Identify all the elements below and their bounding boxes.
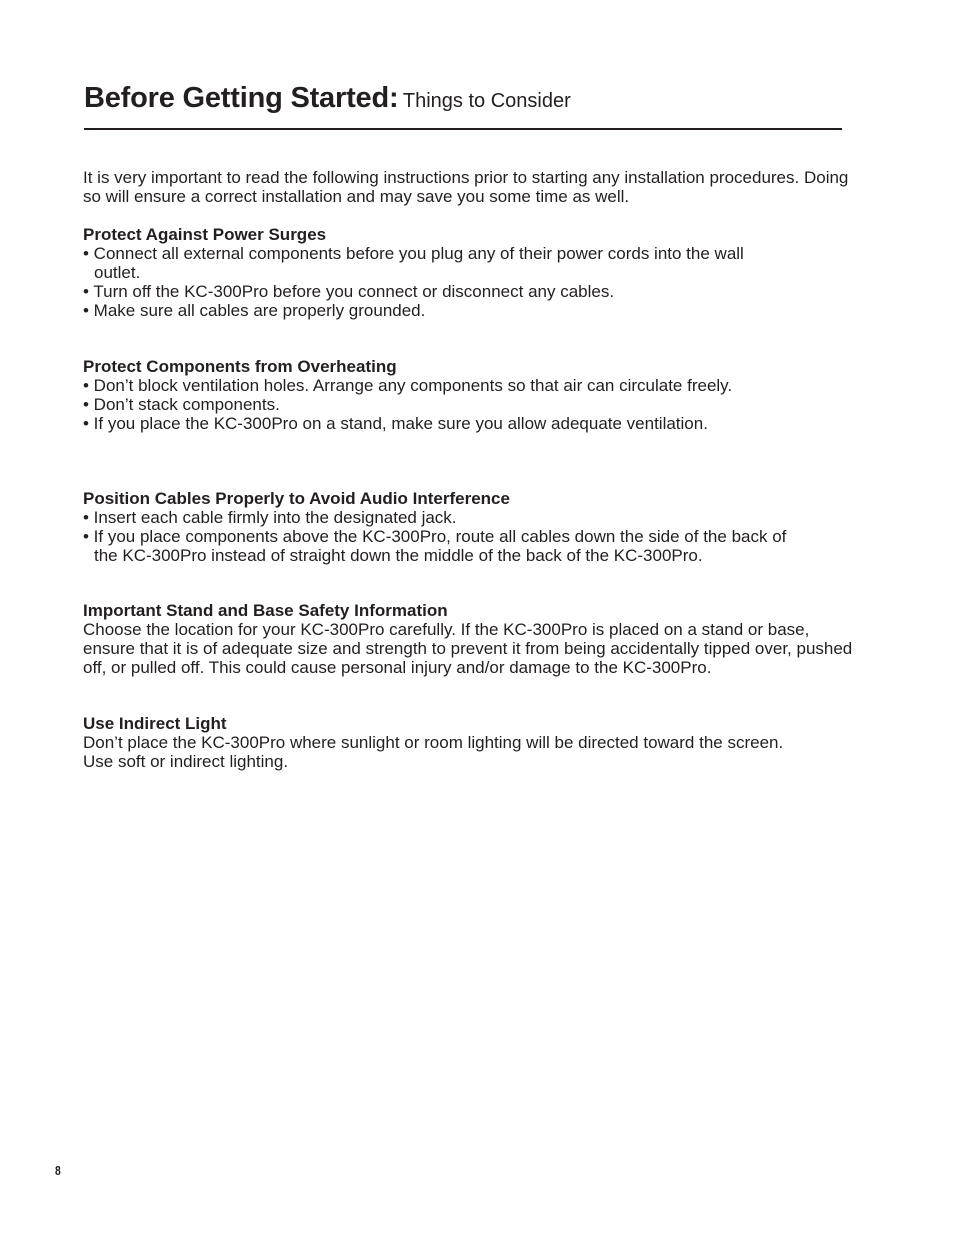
- bullet-item: • Don’t stack components.: [83, 395, 280, 414]
- section-indirect-light: [83, 714, 853, 771]
- page-number: 8: [55, 1163, 61, 1178]
- section-heading: Use Indirect Light: [83, 714, 227, 733]
- bullet-item: • Turn off the KC-300Pro before you connect or disconnect any cables.: [83, 282, 615, 301]
- bullet-item: • Connect all external components before you plug any of their power cords into the wall outlet.: [83, 244, 744, 282]
- section-power-surges: [83, 225, 853, 320]
- section-paragraph: Don’t place the KC-300Pro where sunlight or room lighting will be directed toward the screen. Use soft or indirect lighting.: [83, 733, 784, 771]
- bullet-item: • Insert each cable firmly into the designated jack.: [83, 508, 457, 527]
- section-stand-safety: [83, 601, 853, 677]
- page-title: Before Getting Started:: [84, 82, 399, 114]
- intro-paragraph: It is very important to read the following instructions prior to starting any installation procedures. Doing so will ensure a correct installation and may save you some time as well.: [83, 168, 849, 206]
- page-content: [83, 168, 853, 771]
- bullet-item: • Make sure all cables are properly grounded.: [83, 301, 426, 320]
- page-subtitle: Things to Consider: [402, 90, 571, 112]
- bullet-item: • Don’t block ventilation holes. Arrange any components so that air can circulate freely.: [83, 376, 733, 395]
- bullet-item: • If you place components above the KC-300Pro, route all cables down the side of the back of the KC-300Pro instead of straight down the middle of the back of the KC-300Pro.: [83, 527, 787, 565]
- section-heading: Position Cables Properly to Avoid Audio Interference: [83, 489, 510, 508]
- bullet-item: • If you place the KC-300Pro on a stand, make sure you allow adequate ventilation.: [83, 414, 708, 433]
- section-heading: Protect Against Power Surges: [83, 225, 327, 244]
- page-header: [84, 82, 842, 130]
- section-paragraph: Choose the location for your KC-300Pro carefully. If the KC-300Pro is placed on a stand or base, ensure that it is of adequate size and strength to prevent it from being accidentally tipped over, pushed off, or pulled off. This could cause personal injury and/or damage to the KC-300Pro.: [83, 620, 853, 677]
- section-heading: Protect Components from Overheating: [83, 357, 397, 376]
- section-audio-interference: [83, 489, 853, 565]
- section-heading: Important Stand and Base Safety Information: [83, 601, 448, 620]
- section-overheating: [83, 357, 853, 433]
